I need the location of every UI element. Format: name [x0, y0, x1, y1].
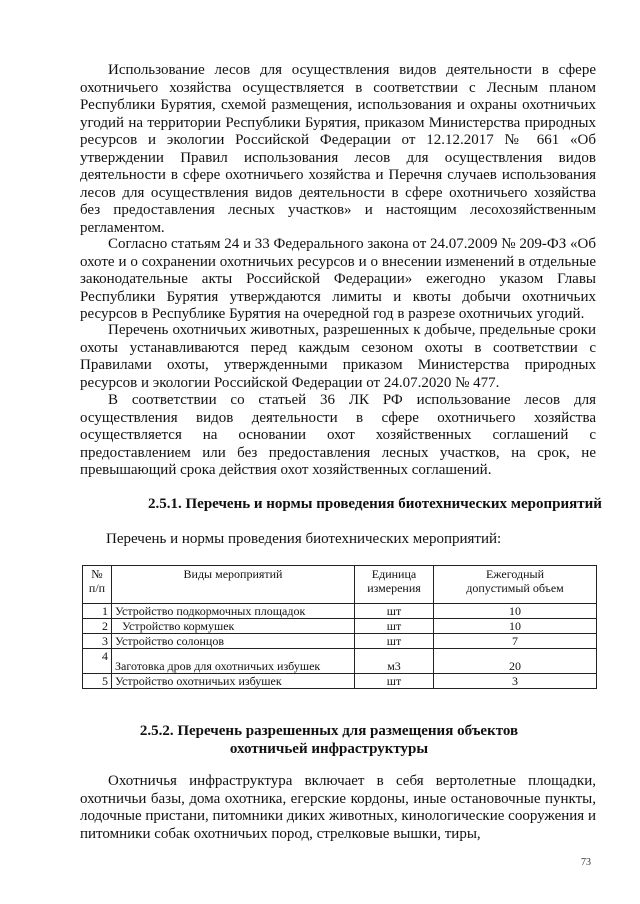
row-number: 4 [83, 649, 112, 674]
paragraph-infrastructure [80, 773, 596, 843]
row-volume: 3 [434, 674, 597, 689]
table-row [83, 649, 597, 674]
header-unit-line2: измерения [367, 581, 421, 595]
row-volume: 10 [434, 604, 597, 619]
header-activity [112, 566, 355, 604]
row-volume: 7 [434, 634, 597, 649]
row-number: 2 [83, 619, 112, 634]
row-activity: Устройство солонцов [112, 634, 355, 649]
table-row [83, 634, 597, 649]
section-heading-infrastructure: 2.5.2. Перечень разрешенных для размещения объектов охотничьей инфраструктуры [139, 723, 519, 757]
row-volume: 10 [434, 619, 597, 634]
row-activity: Заготовка дров для охотничьих избушек [112, 649, 355, 674]
row-number: 3 [83, 634, 112, 649]
table-header-row [83, 566, 597, 604]
header-unit [355, 566, 434, 604]
header-volume-line2: допустимый объем [466, 581, 564, 595]
row-activity: Устройство подкормочных площадок [112, 604, 355, 619]
table-row [83, 604, 597, 619]
biotechnical-measures-table [82, 565, 597, 689]
paragraph-text: Использование лесов для осуществления видов деятельности в сфере охотничьего хозяйства осуществляется в соответствии с Лесным планом Республики Бурятия, схемой размещения, использования и охраны охотничьих угодий на территории Республики Бурятия, приказом Министерства природных ресурсов и экологии Российской Федерации от 12.12.2017 № 661 «Об утверждении Правил использования лесов для осуществления видов деятельности в сфере охотничьего хозяйства и Перечня случаев использования лесов для осуществления видов деятельности в сфере охотничьего хозяйства без предоставления лесных участков» и настоящим лесохозяйственным регламентом. [80, 62, 596, 236]
table-row [83, 619, 597, 634]
row-number: 5 [83, 674, 112, 689]
row-activity: Устройство охотничьих избушек [112, 674, 355, 689]
table-intro: Перечень и нормы проведения биотехнических мероприятий: [106, 531, 502, 547]
paragraph-hunting-animals [80, 322, 596, 392]
row-unit: шт [355, 619, 434, 634]
header-unit-line1: Единица [371, 567, 417, 581]
paragraph-forest-use [80, 62, 596, 237]
paragraph-text: Охотничья инфраструктура включает в себя вертолетные площадки, охотничьи базы, дома охотника, егерские кордоны, иные остановочные пункты, лодочные пристани, питомники диких животных, кинологические сооружения и питомники собак охотничьих пород, стрелковые вышки, тиры, [80, 773, 596, 842]
header-number-line2: п/п [88, 581, 106, 595]
table-row [83, 674, 597, 689]
row-unit: м3 [355, 649, 434, 674]
section-heading-biotechnical: 2.5.1. Перечень и нормы проведения биотехнических мероприятий [148, 496, 602, 512]
paragraph-forest-code [80, 392, 596, 480]
header-volume-line1: Ежегодный [485, 567, 545, 581]
page-number: 73 [581, 857, 591, 868]
row-unit: шт [355, 674, 434, 689]
row-unit: шт [355, 604, 434, 619]
paragraph-text: В соответствии со статьей 36 ЛК РФ использование лесов для осуществления видов деятельности в сфере охотничьего хозяйства осуществляется на основании охот хозяйственных соглашений с предоставлением или без предоставления лесных участков, на срок, не превышающий срока действия охот хозяйственных соглашений. [80, 392, 596, 478]
row-number: 1 [83, 604, 112, 619]
row-volume: 20 [434, 649, 597, 674]
paragraph-hunting-law [80, 236, 596, 324]
header-volume [434, 566, 597, 604]
header-number [83, 566, 112, 604]
header-activity-label: Виды мероприятий [183, 567, 283, 581]
row-unit: шт [355, 634, 434, 649]
header-number-line1: № [91, 567, 103, 581]
paragraph-text: Согласно статьям 24 и 33 Федерального закона от 24.07.2009 № 209-ФЗ «Об охоте и о сохранении охотничьих ресурсов и о внесении изменений в отдельные законодательные акты Российской Федерации» ежегодно указом Главы Республики Бурятия утверждаются лимиты и квоты добычи охотничьих ресурсов в Республике Бурятия на очередной год в разрезе охотничьих угодий. [80, 236, 596, 322]
row-activity: Устройство кормушек [112, 619, 355, 634]
paragraph-text: Перечень охотничьих животных, разрешенных к добыче, предельные сроки охоты устанавливаются перед каждым сезоном охоты в соответствии с Правилами охоты, утвержденными приказом Министерства природных ресурсов и экологии Российской Федерации от 24.07.2020 № 477. [80, 322, 596, 391]
